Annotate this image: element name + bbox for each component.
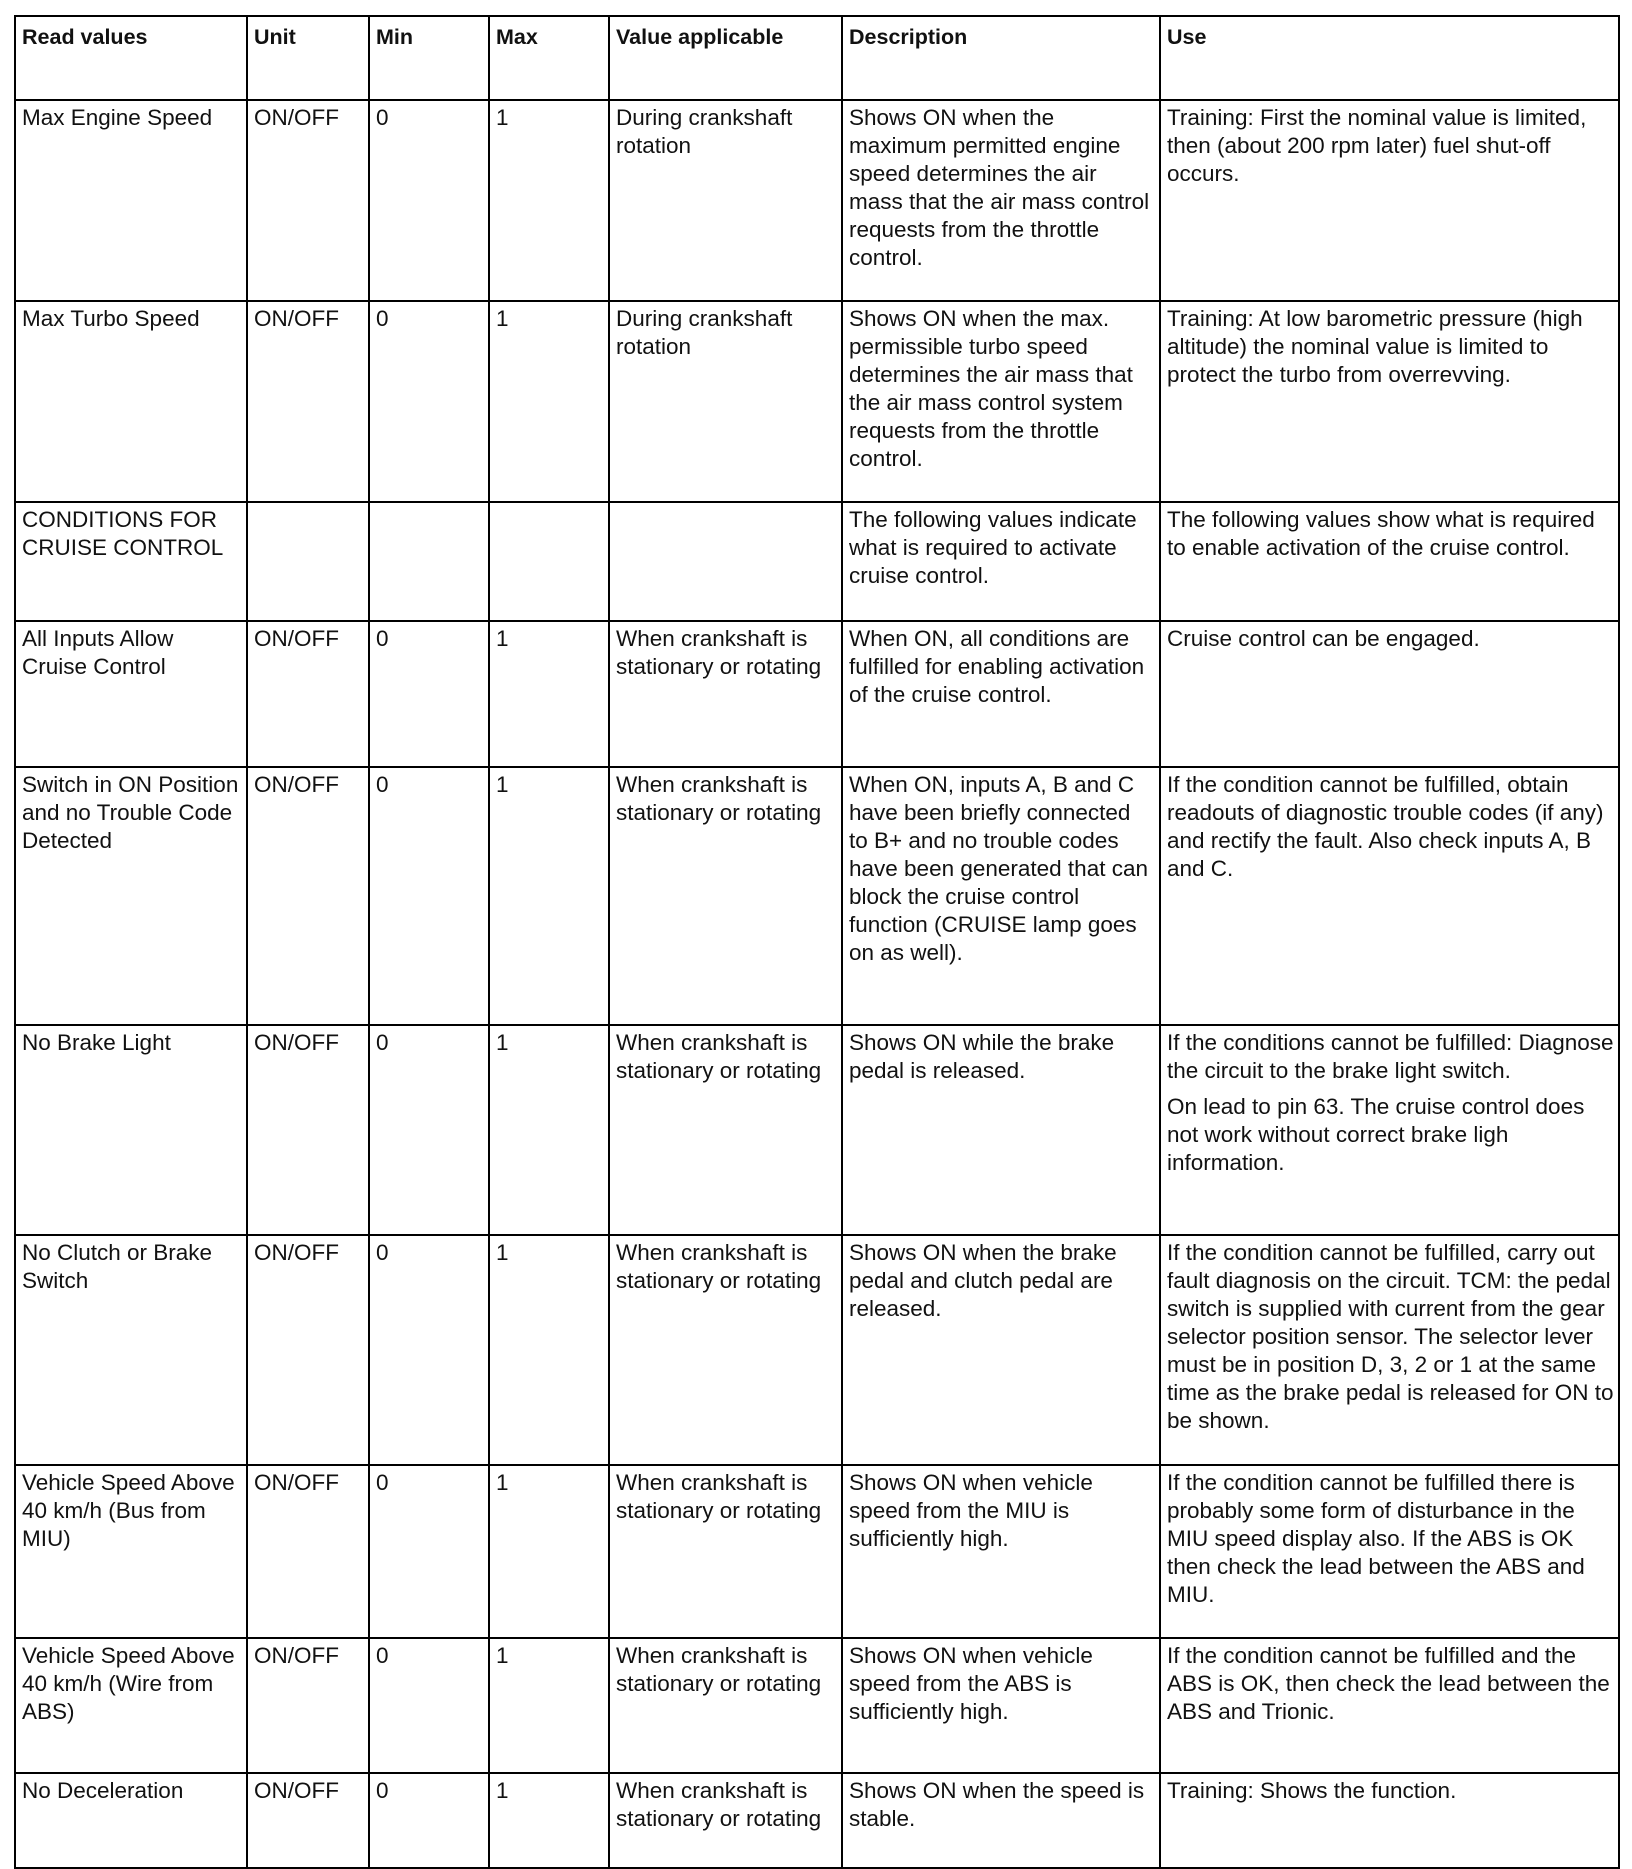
cell-description: Shows ON when vehicle speed from the MIU is sufficiently high.	[842, 1465, 1160, 1638]
table-row	[15, 621, 1619, 767]
use-paragraph: The following values show what is required to enable activation of the cruise control.	[1167, 507, 1595, 560]
cell-description: Shows ON when vehicle speed from the ABS is sufficiently high.	[842, 1638, 1160, 1773]
use-paragraph: If the condition cannot be fulfilled, obtain readouts of diagnostic trouble codes (if any) and rectify the fault. Also check inputs A, B and C.	[1167, 772, 1604, 881]
cell-description: Shows ON when the brake pedal and clutch pedal are released.	[842, 1235, 1160, 1465]
table-row	[15, 767, 1619, 1025]
use-paragraph: Training: Shows the function.	[1167, 1778, 1457, 1803]
table-row	[15, 502, 1619, 621]
table-row	[15, 1235, 1619, 1465]
cell-value-applicable: When crankshaft is stationary or rotating	[609, 1638, 842, 1773]
read-values-table	[14, 15, 1620, 1869]
cell-read-value: Switch in ON Position and no Trouble Code Detected	[15, 767, 247, 1025]
cell-use	[1160, 100, 1619, 301]
header-read-values: Read values	[15, 16, 247, 100]
use-paragraph: Training: At low barometric pressure (high altitude) the nominal value is limited to protect the turbo from overrevving.	[1167, 306, 1583, 387]
cell-max: 1	[489, 1638, 609, 1773]
header-unit: Unit	[247, 16, 369, 100]
table-row	[15, 1465, 1619, 1638]
cell-read-value: No Deceleration	[15, 1773, 247, 1868]
cell-read-value: Vehicle Speed Above 40 km/h (Wire from ABS)	[15, 1638, 247, 1773]
header-use: Use	[1160, 16, 1619, 100]
cell-unit: ON/OFF	[247, 301, 369, 502]
cell-min: 0	[369, 621, 489, 767]
cell-read-value: CONDITIONS FOR CRUISE CONTROL	[15, 502, 247, 621]
cell-read-value: No Brake Light	[15, 1025, 247, 1235]
cell-description: Shows ON when the maximum permitted engine speed determines the air mass that the air mass control requests from the throttle control.	[842, 100, 1160, 301]
cell-unit	[247, 502, 369, 621]
cell-unit: ON/OFF	[247, 621, 369, 767]
cell-description: When ON, all conditions are fulfilled for enabling activation of the cruise control.	[842, 621, 1160, 767]
header-max: Max	[489, 16, 609, 100]
header-value-applicable: Value applicable	[609, 16, 842, 100]
cell-use	[1160, 1638, 1619, 1773]
cell-min: 0	[369, 1773, 489, 1868]
use-paragraph: On lead to pin 63. The cruise control does not work without correct brake ligh information.	[1167, 1094, 1585, 1175]
cell-use	[1160, 1465, 1619, 1638]
cell-max: 1	[489, 100, 609, 301]
cell-value-applicable: When crankshaft is stationary or rotating	[609, 621, 842, 767]
cell-use	[1160, 502, 1619, 621]
cell-read-value: Max Turbo Speed	[15, 301, 247, 502]
use-paragraph: If the conditions cannot be fulfilled: Diagnose the circuit to the brake light switch.	[1167, 1030, 1614, 1083]
cell-min: 0	[369, 100, 489, 301]
cell-unit: ON/OFF	[247, 100, 369, 301]
cell-use	[1160, 1773, 1619, 1868]
cell-description: Shows ON when the speed is stable.	[842, 1773, 1160, 1868]
cell-use	[1160, 1025, 1619, 1235]
cell-value-applicable: When crankshaft is stationary or rotating	[609, 1235, 842, 1465]
use-paragraph: If the condition cannot be fulfilled and the ABS is OK, then check the lead between the ABS and Trionic.	[1167, 1643, 1610, 1724]
cell-value-applicable: When crankshaft is stationary or rotating	[609, 1773, 842, 1868]
cell-description: Shows ON while the brake pedal is released.	[842, 1025, 1160, 1235]
cell-value-applicable: When crankshaft is stationary or rotating	[609, 1465, 842, 1638]
use-paragraph: Training: First the nominal value is limited, then (about 200 rpm later) fuel shut-off occurs.	[1167, 105, 1587, 186]
table-header-row	[15, 16, 1619, 100]
cell-value-applicable: During crankshaft rotation	[609, 100, 842, 301]
cell-unit: ON/OFF	[247, 1465, 369, 1638]
table-row	[15, 100, 1619, 301]
cell-min	[369, 502, 489, 621]
header-min: Min	[369, 16, 489, 100]
cell-max	[489, 502, 609, 621]
table-row	[15, 1638, 1619, 1773]
table-body	[15, 100, 1619, 1868]
cell-description: The following values indicate what is required to activate cruise control.	[842, 502, 1160, 621]
cell-use	[1160, 621, 1619, 767]
cell-max: 1	[489, 767, 609, 1025]
cell-use	[1160, 767, 1619, 1025]
cell-max: 1	[489, 1773, 609, 1868]
cell-unit: ON/OFF	[247, 767, 369, 1025]
cell-value-applicable: When crankshaft is stationary or rotating	[609, 767, 842, 1025]
table-row	[15, 1773, 1619, 1868]
cell-value-applicable	[609, 502, 842, 621]
cell-description: Shows ON when the max. permissible turbo speed determines the air mass that the air mass control system requests from the throttle control.	[842, 301, 1160, 502]
cell-max: 1	[489, 1465, 609, 1638]
cell-min: 0	[369, 301, 489, 502]
cell-unit: ON/OFF	[247, 1773, 369, 1868]
cell-min: 0	[369, 1638, 489, 1773]
cell-max: 1	[489, 621, 609, 767]
cell-read-value: No Clutch or Brake Switch	[15, 1235, 247, 1465]
cell-read-value: All Inputs Allow Cruise Control	[15, 621, 247, 767]
cell-min: 0	[369, 767, 489, 1025]
cell-unit: ON/OFF	[247, 1638, 369, 1773]
cell-description: When ON, inputs A, B and C have been briefly connected to B+ and no trouble codes have been generated that can block the cruise control function (CRUISE lamp goes on as well).	[842, 767, 1160, 1025]
cell-min: 0	[369, 1465, 489, 1638]
cell-read-value: Vehicle Speed Above 40 km/h (Bus from MIU)	[15, 1465, 247, 1638]
cell-value-applicable: During crankshaft rotation	[609, 301, 842, 502]
cell-value-applicable: When crankshaft is stationary or rotating	[609, 1025, 842, 1235]
cell-use	[1160, 301, 1619, 502]
cell-unit: ON/OFF	[247, 1235, 369, 1465]
cell-use	[1160, 1235, 1619, 1465]
cell-read-value: Max Engine Speed	[15, 100, 247, 301]
use-paragraph: Cruise control can be engaged.	[1167, 626, 1480, 651]
use-paragraph: If the condition cannot be fulfilled, carry out fault diagnosis on the circuit. TCM: the pedal switch is supplied with current from the gear selector position sensor. The selector lever must be in position D, 3, 2 or 1 at the same time as the brake pedal is released for ON to be shown.	[1167, 1240, 1614, 1433]
cell-unit: ON/OFF	[247, 1025, 369, 1235]
cell-max: 1	[489, 1235, 609, 1465]
cell-max: 1	[489, 1025, 609, 1235]
use-paragraph: If the condition cannot be fulfilled there is probably some form of disturbance in the MIU speed display also. If the ABS is OK then check the lead between the ABS and MIU.	[1167, 1470, 1585, 1607]
table-row	[15, 1025, 1619, 1235]
cell-min: 0	[369, 1025, 489, 1235]
header-description: Description	[842, 16, 1160, 100]
cell-max: 1	[489, 301, 609, 502]
document-page	[14, 15, 1618, 1830]
table-row	[15, 301, 1619, 502]
cell-min: 0	[369, 1235, 489, 1465]
